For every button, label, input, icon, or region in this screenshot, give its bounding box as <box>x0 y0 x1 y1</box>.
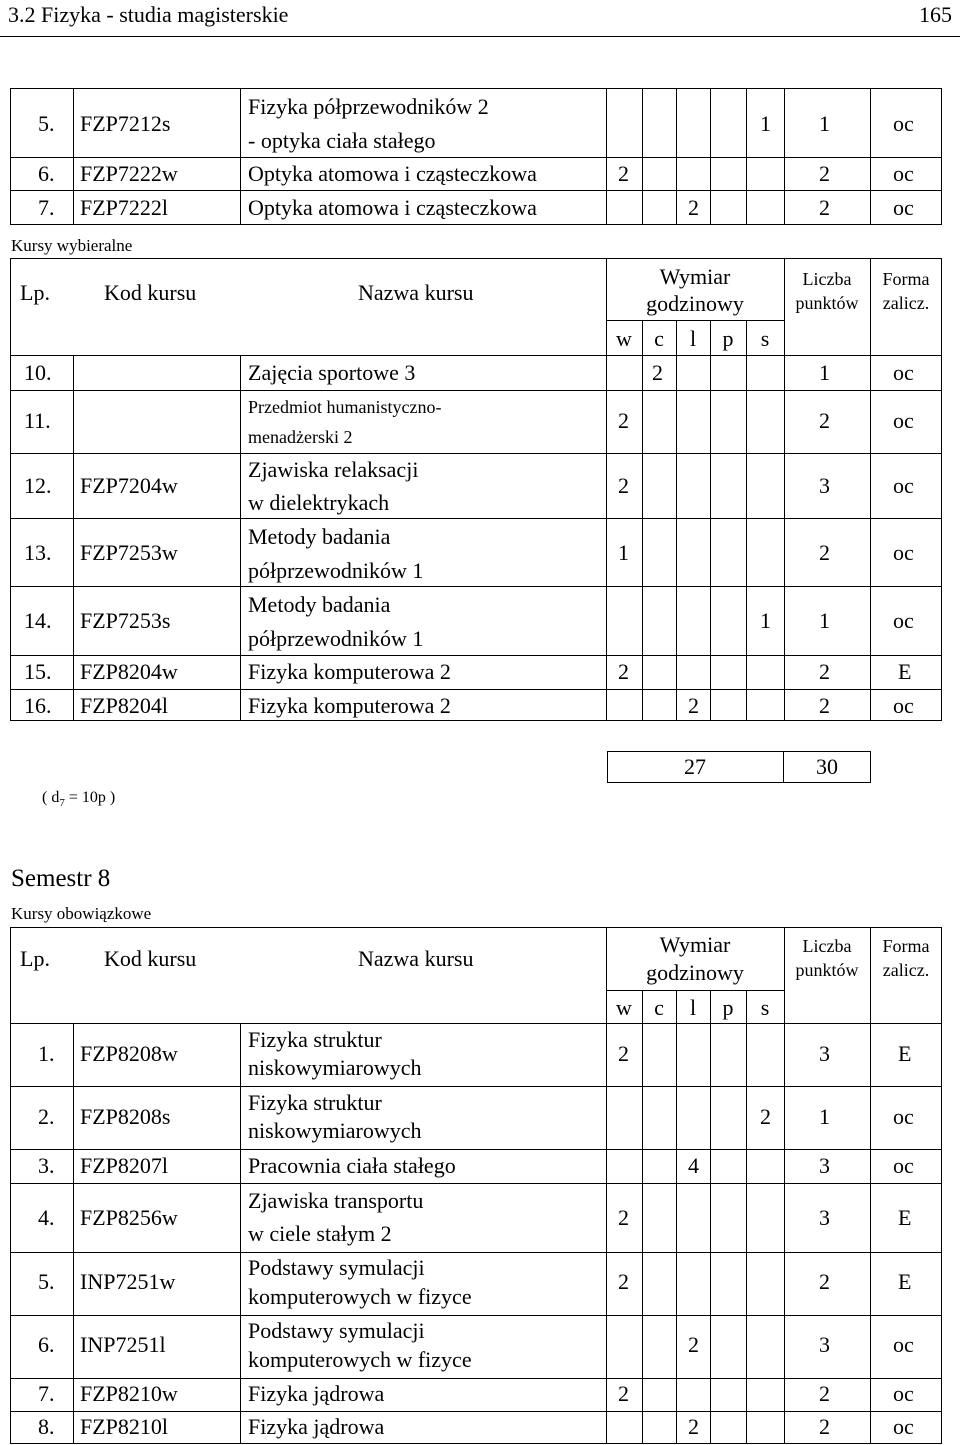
row-hours-w: 2 <box>618 408 629 433</box>
row-lp: 5. <box>38 111 55 136</box>
header-form-line2: zalicz. <box>882 960 930 980</box>
row-code: FZP8208s <box>80 1104 171 1129</box>
row-form: oc <box>893 408 914 433</box>
header-hours-line1: Wymiar <box>659 264 731 289</box>
row-lp: 13. <box>24 540 52 565</box>
row-code: FZP8210w <box>80 1381 178 1406</box>
header-w: w <box>616 995 632 1020</box>
header-code: Kod kursu <box>104 280 197 305</box>
row-lp: 7. <box>38 1381 55 1406</box>
row-lp: 11. <box>24 408 51 433</box>
row-name-line1: Podstawy symulacji <box>248 1255 425 1280</box>
header-hours-line1: Wymiar <box>659 932 731 957</box>
row-name-line2: menadżerski 2 <box>248 427 353 447</box>
row-name-line1: Zjawiska transportu <box>248 1188 424 1213</box>
header-name: Nazwa kursu <box>358 280 474 305</box>
row-code: FZP7222l <box>80 195 169 220</box>
row-form: E <box>898 1269 912 1294</box>
row-form: oc <box>893 693 914 718</box>
row-form: oc <box>893 1104 914 1129</box>
header-hours-line2: godzinowy <box>646 291 744 316</box>
row-points: 2 <box>819 195 830 220</box>
row-name-line1: Fizyka jądrowa <box>248 1381 385 1406</box>
row-hours-p: 2 <box>688 195 699 220</box>
row-points: 3 <box>819 473 830 498</box>
header-form-line1: Forma <box>882 269 930 289</box>
semester-subtitle: Kursy obowiązkowe <box>11 904 152 923</box>
row-form: oc <box>893 111 914 136</box>
row-name-line2: komputerowych w fizyce <box>248 1284 472 1309</box>
row-code: FZP7222w <box>80 161 178 186</box>
row-code: FZP8210l <box>80 1414 169 1439</box>
row-form: oc <box>893 1381 914 1406</box>
semester-title: Semestr 8 <box>11 865 111 892</box>
header-points-line1: Liczba <box>802 269 852 289</box>
row-code: INP7251w <box>80 1269 176 1294</box>
section-title: 3.2 Fizyka - studia magisterskie <box>8 2 289 27</box>
row-lp: 16. <box>24 693 52 718</box>
row-lp: 3. <box>38 1153 55 1178</box>
row-points: 1 <box>819 1104 830 1129</box>
row-name-line2: niskowymiarowych <box>248 1055 422 1080</box>
row-name-line1: Metody badania <box>248 592 391 617</box>
row-hours-w: 1 <box>618 540 629 565</box>
row-form: oc <box>893 1414 914 1439</box>
row-points: 3 <box>819 1332 830 1357</box>
header-name: Nazwa kursu <box>358 946 474 971</box>
row-form: oc <box>893 360 914 385</box>
row-points: 1 <box>819 360 830 385</box>
row-code: FZP8204l <box>80 693 169 718</box>
row-form: oc <box>893 540 914 565</box>
row-lp: 10. <box>24 360 52 385</box>
row-code: FZP8207l <box>80 1153 169 1178</box>
header-p: p <box>722 326 734 351</box>
row-name-line2: w dielektrykach <box>248 490 390 515</box>
row-hours-s: 1 <box>760 608 771 633</box>
row-name-line1: Podstawy symulacji <box>248 1318 425 1343</box>
row-name-line2: komputerowych w fizyce <box>248 1347 472 1372</box>
row-points: 2 <box>819 408 830 433</box>
header-p: p <box>722 995 734 1020</box>
row-points: 2 <box>819 693 830 718</box>
header-code: Kod kursu <box>104 946 197 971</box>
row-name-line1: Optyka atomowa i cząsteczkowa <box>248 161 537 186</box>
row-lp: 1. <box>38 1041 55 1066</box>
row-hours-w: 2 <box>618 1269 629 1294</box>
row-name-line1: Metody badania <box>248 524 391 549</box>
row-form: oc <box>893 1153 914 1178</box>
row-hours-c: 2 <box>652 360 663 385</box>
row-lp: 7. <box>38 195 55 220</box>
row-name-line2: w ciele stałym 2 <box>248 1221 392 1246</box>
row-name-line1: Fizyka jądrowa <box>248 1414 385 1439</box>
row-form: E <box>898 659 912 684</box>
page-number: 165 <box>919 2 952 27</box>
row-points: 3 <box>819 1205 830 1230</box>
row-hours-s: 2 <box>760 1104 771 1129</box>
row-lp: 6. <box>38 1332 55 1357</box>
row-name-line1: Optyka atomowa i cząsteczkowa <box>248 195 537 220</box>
header-s: s <box>760 326 770 351</box>
row-code: FZP8208w <box>80 1041 178 1066</box>
row-hours-p: 2 <box>688 693 699 718</box>
header-s: s <box>760 995 770 1020</box>
row-points: 2 <box>819 540 830 565</box>
header-form-line2: zalicz. <box>882 293 930 313</box>
row-points: 3 <box>819 1153 830 1178</box>
hours-total: 27 <box>684 754 706 779</box>
row-form: E <box>898 1205 912 1230</box>
page-header <box>0 0 960 37</box>
header-points-line2: punktów <box>795 960 859 980</box>
row-hours-p: 2 <box>688 1414 699 1439</box>
row-points: 2 <box>819 161 830 186</box>
row-lp: 6. <box>38 161 55 186</box>
row-name-line1: Fizyka struktur <box>248 1090 382 1115</box>
header-l: l <box>689 326 697 351</box>
header-hours-line2: godzinowy <box>646 960 744 985</box>
row-name-line2: półprzewodników 1 <box>248 558 424 583</box>
header-form-line1: Forma <box>882 936 930 956</box>
row-code: FZP7253w <box>80 540 178 565</box>
row-code: FZP8256w <box>80 1205 178 1230</box>
row-code: FZP7212s <box>80 111 171 136</box>
row-lp: 15. <box>24 659 52 684</box>
header-c: c <box>654 995 664 1020</box>
header-lp: Lp. <box>20 946 50 971</box>
header-lp: Lp. <box>20 280 50 305</box>
row-lp: 8. <box>38 1414 55 1439</box>
row-hours-w: 2 <box>618 161 629 186</box>
header-points-line2: punktów <box>795 293 859 313</box>
summary-note: ( $d_7 = 10p$ ) <box>42 789 116 810</box>
row-hours-w: 2 <box>618 473 629 498</box>
row-lp: 2. <box>38 1104 55 1129</box>
points-total: 30 <box>816 754 838 779</box>
row-name-line1: Przedmiot humanistyczno- <box>248 397 442 417</box>
header-c: c <box>654 326 664 351</box>
row-points: 2 <box>819 659 830 684</box>
row-hours-p: 4 <box>688 1153 699 1178</box>
row-points: 1 <box>819 111 830 136</box>
row-form: oc <box>893 473 914 498</box>
row-name-line1: Pracownia ciała stałego <box>248 1153 456 1178</box>
row-points: 2 <box>819 1414 830 1439</box>
row-form: oc <box>893 195 914 220</box>
row-name-line2: - optyka ciała stałego <box>248 128 436 153</box>
row-points: 2 <box>819 1381 830 1406</box>
row-points: 2 <box>819 1269 830 1294</box>
row-hours-w: 2 <box>618 659 629 684</box>
row-hours-p: 2 <box>688 1332 699 1357</box>
row-name-line2: półprzewodników 1 <box>248 626 424 651</box>
row-lp: 5. <box>38 1269 55 1294</box>
row-form: oc <box>893 1332 914 1357</box>
row-form: oc <box>893 608 914 633</box>
row-name-line1: Fizyka komputerowa 2 <box>248 693 451 718</box>
row-hours-w: 2 <box>618 1205 629 1230</box>
row-hours-w: 2 <box>618 1041 629 1066</box>
row-name-line1: Fizyka struktur <box>248 1027 382 1052</box>
row-code: INP7251l <box>80 1332 166 1357</box>
row-name-line2: niskowymiarowych <box>248 1118 422 1143</box>
row-points: 1 <box>819 608 830 633</box>
row-form: E <box>898 1041 912 1066</box>
row-lp: 12. <box>24 473 52 498</box>
row-lp: 4. <box>38 1205 55 1230</box>
row-name-line1: Zjawiska relaksacji <box>248 457 419 482</box>
row-name-line1: Zajęcia sportowe 3 <box>248 360 416 385</box>
row-code: FZP8204w <box>80 659 178 684</box>
header-points-line1: Liczba <box>802 936 852 956</box>
elective-title: Kursy wybieralne <box>11 236 133 255</box>
row-lp: 14. <box>24 608 52 633</box>
row-hours-l: 1 <box>760 111 771 136</box>
row-name-line1: Fizyka komputerowa 2 <box>248 659 451 684</box>
header-w: w <box>616 326 632 351</box>
row-form: oc <box>893 161 914 186</box>
row-code: FZP7253s <box>80 608 171 633</box>
row-name-line1: Fizyka półprzewodników 2 <box>248 94 489 119</box>
row-points: 3 <box>819 1041 830 1066</box>
row-code: FZP7204w <box>80 473 178 498</box>
row-hours-w: 2 <box>618 1381 629 1406</box>
header-l: l <box>689 995 697 1020</box>
